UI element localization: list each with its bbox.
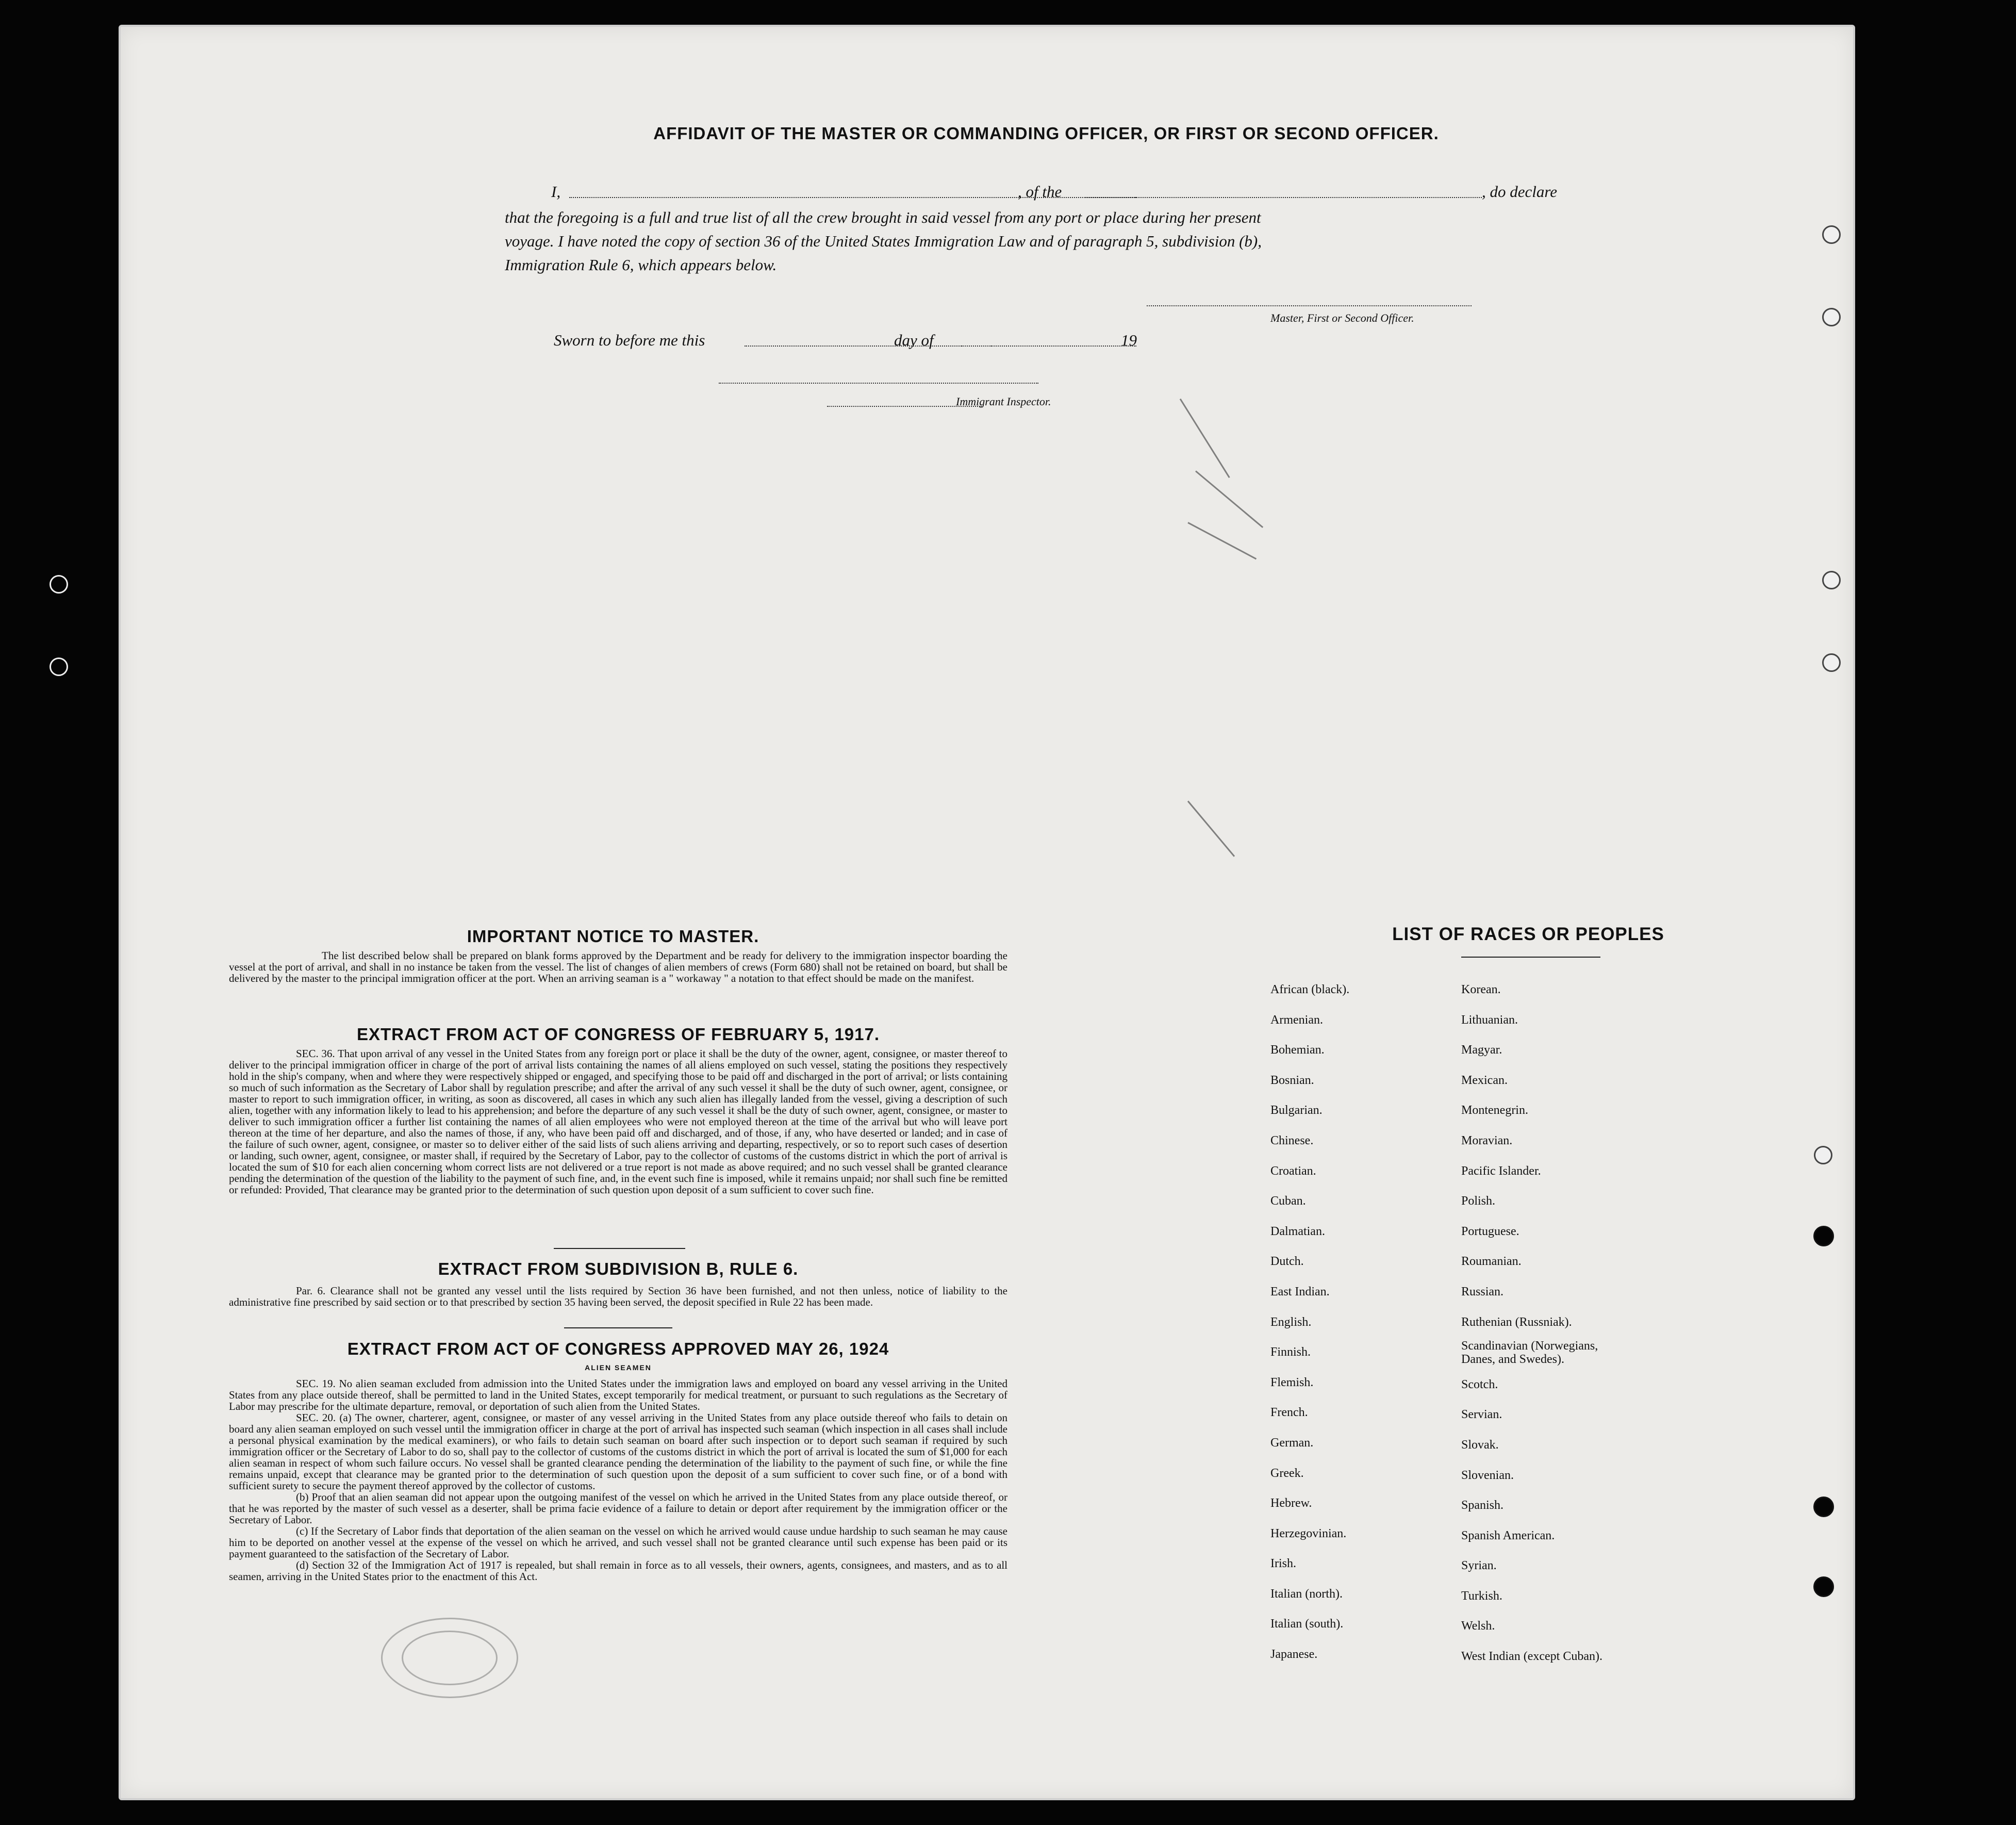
affidavit-body-line3: Immigration Rule 6, which appears below. — [505, 256, 777, 274]
binder-hole — [1822, 225, 1841, 244]
sec20d-text: (d) Section 32 of the Immigration Act of 1917 is repealed, but shall remain in force as to all vessels, their owners, agents, consignees, and masters, and as to all seamen, arriving in the United States prior to the enactment of this Act. — [229, 1559, 1007, 1583]
race-item: Dutch. — [1270, 1255, 1304, 1269]
race-item: Pacific Islander. — [1461, 1164, 1541, 1178]
race-item: Bohemian. — [1270, 1043, 1325, 1057]
race-item: German. — [1270, 1436, 1314, 1450]
binder-hole — [1822, 653, 1841, 672]
sworn-day-blank — [745, 346, 992, 347]
race-item: Welsh. — [1461, 1619, 1495, 1633]
extract-1924-title: EXTRACT FROM ACT OF CONGRESS APPROVED MAY 26, 1924 — [347, 1339, 889, 1358]
race-item: Korean. — [1461, 983, 1501, 996]
extract-rule6-title: EXTRACT FROM SUBDIVISION B, RULE 6. — [438, 1259, 799, 1278]
race-item: Spanish American. — [1461, 1528, 1555, 1542]
races-title: LIST OF RACES OR PEOPLES — [1392, 924, 1664, 944]
race-item: Hebrew. — [1270, 1497, 1312, 1510]
binder-hole — [1813, 1226, 1834, 1246]
divider-rule — [554, 1248, 685, 1249]
race-item: Greek. — [1270, 1466, 1304, 1480]
sec20b-text: (b) Proof that an alien seaman did not appear upon the outgoing manifest of the vessel on which he arrived in the United States from any place outside thereof, or that he was reported by the master of such vessel as a deserter, shall be prima facie evidence of a failure to detain or deport after requirement by the immigration officer or the Secretary of Labor. — [229, 1491, 1007, 1526]
race-item: Slovak. — [1461, 1438, 1499, 1452]
race-item: Moravian. — [1461, 1133, 1513, 1147]
extract-1917-text: SEC. 36. That upon arrival of any vessel in the United States from any foreign port or place it shall be the duty of the owner, agent, consignee, or master thereof to deliver to the principal immigration officer in charge of the port of arrival lists containing the names of all aliens employed on such vessel, stating the positions they respectively hold in the ship's company, when and where they were respectively shipped or engaged, and specifying those to be paid off and discharged in the port of arrival; or lists containing so much of such information as the Secretary of Labor shall by regulation prescribe; and after the arrival of any such vessel it shall be the duty of such owner, agent, consignee, or master to report to such immigration officer, in writing, as soon as discovered, all cases in which any such alien has illegally landed from the vessel, giving a description of such alien, together with any information likely to lead to his apprehension; and before the departure of any such vessel it shall be the duty of such owner, agent, consignee, or master to deliver to such immigration officer a further list containing the names of all alien employees who were not employed thereon at the time of the arrival but who will leave port thereon at the time of her departure, and also the names of those, if any, who have been paid off and discharged, and of those, if any, who have deserted or landed; and in case of the failure of such owner, agent, consignee, or master so to deliver either of the said lists of such aliens arriving and departing, respectively, or so to report such cases of desertion or landing, such owner, agent, consignee, or master shall, if required by the Secretary of Labor, pay to the collector of customs of the customs district in which the port of arrival is located the sum of $10 for each alien concerning whom correct lists are not delivered or a true report is not made as above required; and no such vessel shall be granted clearance pending the determination of the question of the liability to the payment of such fine, and, in the event such fine is imposed, while it remains unpaid; nor shall such fine be remitted or refunded: Provided, That clearance may be granted prior to the determination of such question upon deposit of a sum sufficient to cover such fine. — [229, 1047, 1007, 1196]
sec20c-text: (c) If the Secretary of Labor finds that deportation of the alien seaman on the vessel on which he arrived would cause undue hardship to such seaman he may cause him to be deported on another vessel at the expense of the vessel on which he arrived, and such vessel shall not be granted clearance until such expense has been paid or its payment guaranteed to the satisfaction of the Secretary of Labor. — [229, 1525, 1007, 1560]
pen-mark — [1195, 470, 1263, 528]
year-text: 19 — [1121, 331, 1137, 349]
races-title-rule — [1461, 957, 1600, 958]
races-right-column — [1461, 975, 1729, 1672]
affidavit-title: AFFIDAVIT OF THE MASTER OR COMMANDING OFFICER, OR FIRST OR SECOND OFFICER. — [653, 124, 1439, 143]
race-item: Herzegovinian. — [1270, 1526, 1347, 1540]
race-item: West Indian (except Cuban). — [1461, 1650, 1602, 1664]
binder-hole — [1822, 308, 1841, 326]
sworn-month-blank — [961, 346, 1136, 347]
master-signature-line — [1147, 305, 1472, 306]
race-item: Scotch. — [1461, 1377, 1498, 1391]
race-item: Russian. — [1461, 1285, 1504, 1298]
faint-stamp-inner — [402, 1631, 498, 1685]
divider-rule — [564, 1327, 672, 1328]
race-item: Armenian. — [1270, 1013, 1323, 1027]
race-item: Ruthenian (Russniak). — [1461, 1315, 1572, 1329]
sworn-text: Sworn to before me this — [554, 331, 705, 349]
race-item: Cuban. — [1270, 1194, 1306, 1208]
race-item: Finnish. — [1270, 1345, 1311, 1359]
race-item: African (black). — [1270, 983, 1350, 996]
race-item: Irish. — [1270, 1557, 1296, 1571]
affidavit-body-line2: voyage. I have noted the copy of section 36 of the United States Immigration Law and of paragraph 5, subdivision (b), — [505, 232, 1262, 250]
race-item: Turkish. — [1461, 1589, 1502, 1603]
race-item: Mexican. — [1461, 1073, 1508, 1087]
race-item: Syrian. — [1461, 1559, 1497, 1573]
race-item: Croatian. — [1270, 1164, 1316, 1178]
race-item: Japanese. — [1270, 1648, 1318, 1662]
master-label: Master, First or Second Officer. — [1270, 311, 1414, 324]
binder-hole — [1814, 1146, 1832, 1164]
race-item: Portuguese. — [1461, 1224, 1519, 1238]
race-item: Italian (north). — [1270, 1587, 1343, 1601]
race-item: Magyar. — [1461, 1043, 1502, 1057]
race-item: Servian. — [1461, 1408, 1502, 1422]
affidavit-of-the: , of the — [1018, 183, 1062, 201]
extract-1924-text — [229, 1378, 1007, 1582]
manifest-sheet — [119, 25, 1855, 1800]
race-item: English. — [1270, 1315, 1312, 1329]
race-item: French. — [1270, 1406, 1308, 1420]
binder-hole — [1813, 1576, 1834, 1597]
extract-1917-title: EXTRACT FROM ACT OF CONGRESS OF FEBRUARY 5, 1917. — [356, 1025, 880, 1044]
race-item: Spanish. — [1461, 1499, 1504, 1512]
race-item: Roumanian. — [1461, 1255, 1522, 1269]
race-item: Bosnian. — [1270, 1073, 1314, 1087]
race-item: Flemish. — [1270, 1375, 1314, 1389]
race-item: Lithuanian. — [1461, 1013, 1518, 1027]
pen-mark — [1187, 801, 1235, 857]
race-item: Scandinavian (Norwegians, Danes, and Swedes). — [1461, 1339, 1598, 1367]
race-item: Dalmatian. — [1270, 1224, 1325, 1238]
race-item: Slovenian. — [1461, 1468, 1514, 1482]
race-item: Montenegrin. — [1461, 1104, 1528, 1117]
day-of-text: day of — [894, 331, 934, 349]
affidavit-declare: , do declare — [1482, 183, 1558, 201]
sec20a-text: SEC. 20. (a) The owner, charterer, agent, consignee, or master of any vessel arriving in the United States from any place outside thereof who fails to detain on board any alien seaman employed on such vessel until the immigration officer in charge at the port of arrival has inspected such seaman (which inspection in all cases shall include a personal physical examination by the medical examiners), or who fails to detain such seaman on board after such inspection or to deport such seaman if required by such immigration officer or the Secretary of Labor to do so, shall pay to the collector of customs of the customs district in which the port of arrival is located the sum of $1,000 for each alien seaman in respect of whom such failure occurs. No vessel shall be granted clearance pending the determination of the liability to the payment of such fine, or while the fine remains unpaid, except that clearance may be granted prior to the determination of such question upon the deposit of a sum sufficient to cover such fine, or of a bond with sufficient surety to secure the payment thereof approved by the collector of customs. — [229, 1411, 1007, 1492]
sec19-text: SEC. 19. No alien seaman excluded from admission into the United States under the immigration laws and employed on board any vessel arriving in the United States from any place outside thereof, shall be permitted to land in the United States, except temporarily for medical treatment, or pursuant to such regulations as the Secretary of Labor may prescribe for the ultimate departure, removal, or deportation of such alien from the United States. — [229, 1377, 1007, 1412]
race-item: Italian (south). — [1270, 1617, 1344, 1631]
races-left-column — [1270, 975, 1466, 1670]
binder-hole — [49, 657, 68, 676]
binder-hole — [1822, 571, 1841, 589]
extract-rule6-text: Par. 6. Clearance shall not be granted any vessel until the lists required by Section 36 have been furnished, and not then unless, notice of liability to the administrative fine prescribed by said section or to that prescribed by section 35 having been served, the deposit specified in Rule 22 has been made. — [229, 1285, 1007, 1308]
binder-hole — [49, 575, 68, 594]
notice-text: The list described below shall be prepared on blank forms approved by the Department and be ready for delivery to the immigration inspector boarding the vessel at the port of arrival, and shall in no instance be taken from the vessel. The list of changes of alien members of crews (Form 680) shall not be retained on board, but shall be delivered by the master to the principal immigration officer at the port. When an arriving seaman is a " workaway " a notation to that effect should be made on the manifest. — [229, 949, 1007, 984]
race-item: East Indian. — [1270, 1285, 1330, 1298]
binder-hole — [1813, 1497, 1834, 1517]
race-item: Chinese. — [1270, 1133, 1314, 1147]
affidavit-body-line1: that the foregoing is a full and true list of all the crew brought in said vessel from any port or place during her present — [505, 208, 1261, 226]
notice-title: IMPORTANT NOTICE TO MASTER. — [467, 927, 759, 946]
vessel-blank — [1085, 197, 1482, 198]
inspector-line-top — [719, 383, 1038, 384]
pen-mark — [1187, 522, 1257, 560]
race-item: Bulgarian. — [1270, 1104, 1323, 1117]
pen-mark — [1180, 399, 1230, 478]
affidavit-i: I, — [551, 183, 561, 201]
race-item: Polish. — [1461, 1194, 1496, 1208]
inspector-label: Immigrant Inspector. — [956, 395, 1051, 408]
extract-1924-subtitle: ALIEN SEAMEN — [585, 1363, 652, 1372]
